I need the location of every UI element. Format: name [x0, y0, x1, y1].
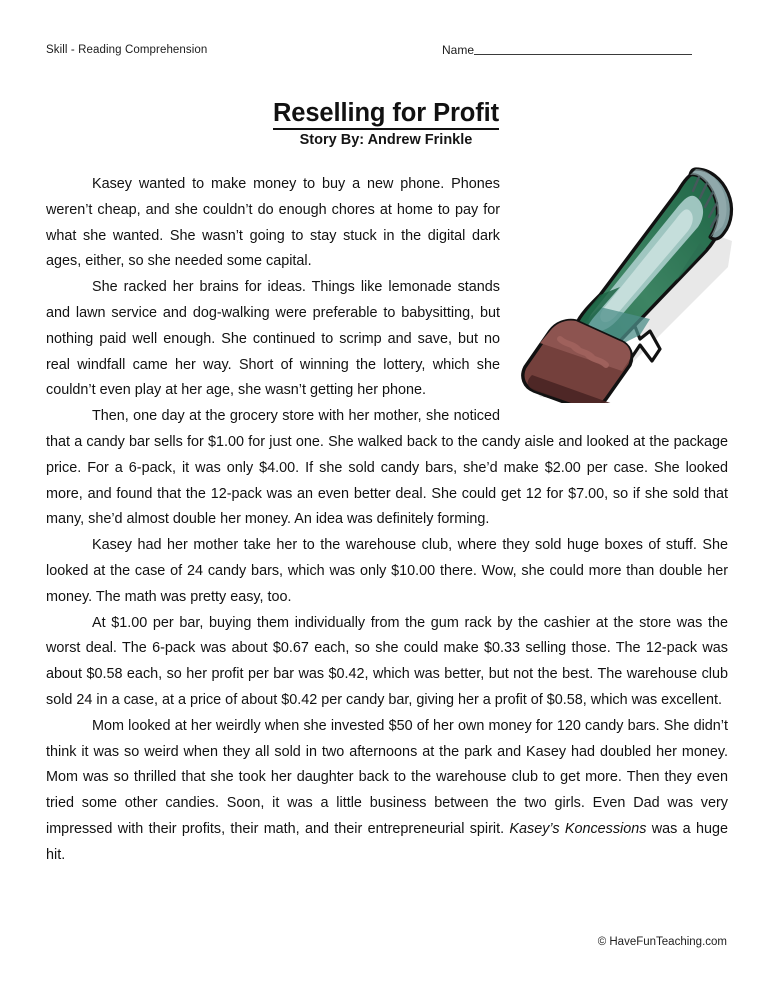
artwork-wrap-spacer: [506, 172, 728, 410]
story-paragraph-6: [46, 714, 728, 869]
page-title: [0, 99, 772, 128]
business-name-italic: Kasey’s Koncessions: [509, 820, 647, 837]
page-title-text: Reselling for Profit: [273, 99, 499, 130]
story-body: [46, 172, 728, 869]
worksheet-header: [46, 44, 726, 64]
story-paragraph-6-part-1: Mom looked at her weirdly when she invested $50 of her own money for 120 candy bars. She didn’t think it was so weird when they all sold in two afternoons at the park and Kasey had doubled her money. Mom was so thrilled that she took her daughter back to the warehouse club to get more. Then they even tried some other candies. Soon, it was a little business between the two girls. Even Dad was very impressed with their profits, their math, and their entrepreneurial spirit.: [46, 717, 728, 837]
page-byline: Story By: Andrew Frinkle: [299, 132, 473, 148]
story-paragraph-3: Then, one day at the grocery store with her mother, she noticed that a candy bar sells for $1.00 for just one. She walked back to the candy aisle and looked at the package price. For a 6-pack, it was only $4.00. If she sold candy bars, she’d make $2.00 per case. She looked more, and found that the 12-pack was an even better deal. She could get 12 for $7.00, so if she sold that many, she’d almost double her money. An idea was definitely forming.: [46, 408, 728, 528]
story-paragraph-6-part-2: was a huge hit.: [46, 820, 728, 863]
name-label: Name: [442, 43, 475, 57]
skill-label: Skill - Reading Comprehension: [46, 44, 208, 56]
story-paragraph-2: She racked her brains for ideas. Things like lemonade stands and lawn service and dog-walking were preferable to babysitting, but nothing paid well enough. She continued to scrimp and save, but no real windfall came her way. Short of winning the lottery, which she couldn’t even play at her age, she wasn’t getting her phone.: [46, 279, 500, 399]
footer-copyright: © HaveFunTeaching.com: [597, 936, 727, 948]
name-field-group: [442, 43, 692, 57]
name-write-in-line[interactable]: [474, 54, 692, 55]
story-paragraph-1: Kasey wanted to make money to buy a new phone. Phones weren’t cheap, and she couldn’t do enough chores at home to pay for what she wanted. She wasn’t going to stay stuck in the digital dark ages, either, so she needed some capital.: [46, 176, 500, 270]
story-paragraph-5: At $1.00 per bar, buying them individually from the gum rack by the cashier at the store was the worst deal. The 6-pack was about $0.67 each, so she could make $0.33 selling those. The 12-pack was about $0.58 each, so her profit per bar was $0.42, which was better, but not the best. The warehouse club sold 24 in a case, at a price of about $0.42 per candy bar, giving her a profit of $0.58, which was excellent.: [46, 614, 728, 708]
story-paragraph-4: Kasey had her mother take her to the warehouse club, where they sold huge boxes of stuff. She looked at the case of 24 candy bars, which was only $10.00 there. Wow, she could more than double her money. The math was pretty easy, too.: [46, 537, 728, 605]
